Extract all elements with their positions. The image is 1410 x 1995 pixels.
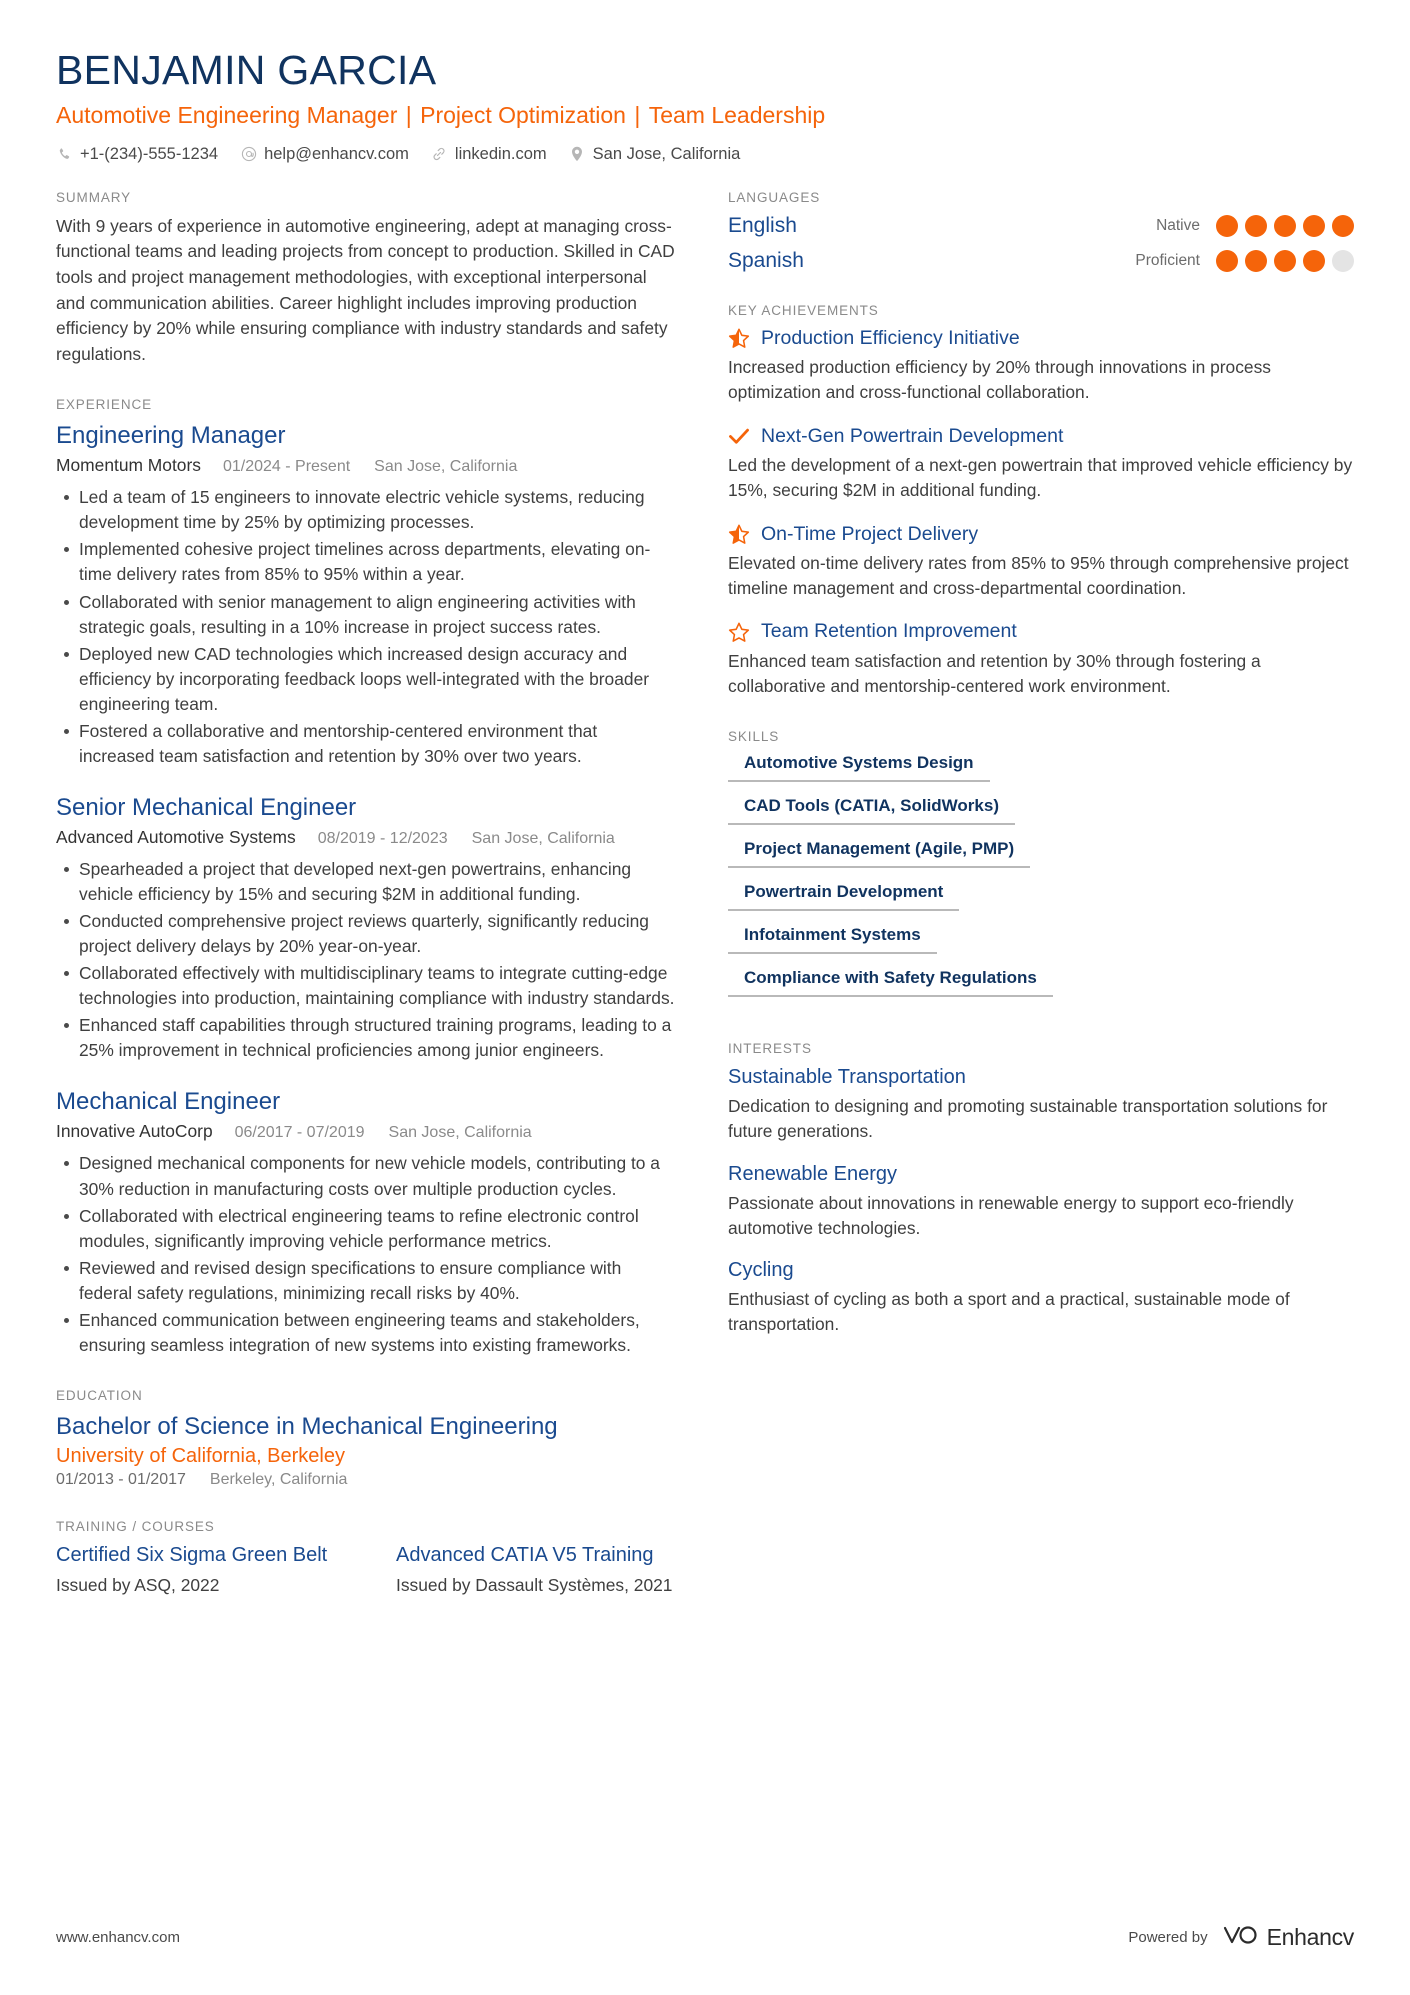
location-pin-icon bbox=[569, 146, 586, 163]
languages-section bbox=[728, 190, 1354, 273]
training-subtitle: Issued by Dassault Systèmes, 2021 bbox=[396, 1574, 673, 1595]
experience-bullet: Fostered a collaborative and mentorship-centered environment that increased team satisfaction and retention by 30% over two years. bbox=[56, 719, 676, 769]
language-level-dot bbox=[1332, 215, 1354, 237]
powered-by-label: Powered by bbox=[1128, 1929, 1208, 1946]
achievements-list bbox=[728, 327, 1354, 699]
skills-section bbox=[728, 729, 1354, 1011]
experience-list bbox=[56, 421, 676, 1358]
interests-section bbox=[728, 1041, 1354, 1337]
achievement-description: Enhanced team satisfaction and retention by 30% through fostering a collaborative and mentorship-centered work environment. bbox=[728, 650, 1261, 696]
skill-row bbox=[728, 753, 1354, 796]
achievement-head bbox=[728, 425, 1354, 448]
experience-section-label: EXPERIENCE bbox=[56, 397, 153, 413]
skill-tag: CAD Tools (CATIA, SolidWorks) bbox=[728, 796, 1015, 825]
footer-brand-area bbox=[1128, 1924, 1354, 1951]
interest-description: Dedication to designing and promoting sustainable transportation solutions for future generations. bbox=[728, 1096, 1328, 1142]
language-level-dot bbox=[1245, 250, 1267, 272]
contact-item-3[interactable] bbox=[569, 145, 741, 164]
experience-bullet: Designed mechanical components for new vehicle models, contributing to a 30% reduction in manufacturing costs over multiple production cycles. bbox=[56, 1151, 676, 1201]
enhancv-logo bbox=[1222, 1924, 1354, 1951]
enhancv-wordmark: Enhancv bbox=[1266, 1924, 1354, 1950]
skills-list bbox=[728, 753, 1354, 1011]
education-section bbox=[56, 1388, 676, 1489]
training-entry bbox=[396, 1543, 676, 1598]
job-title: Senior Mechanical Engineer bbox=[56, 793, 357, 821]
experience-bullet: Reviewed and revised design specifications to ensure compliance with federal safety regulations, minimizing recall risks by 40%. bbox=[56, 1256, 676, 1306]
skill-row bbox=[728, 968, 1354, 1011]
language-name: English bbox=[728, 213, 797, 237]
job-meta bbox=[56, 827, 676, 848]
left-column bbox=[56, 190, 676, 1628]
achievement-title: On-Time Project Delivery bbox=[761, 522, 979, 545]
training-list bbox=[56, 1543, 676, 1598]
contact-value: San Jose, California bbox=[592, 144, 741, 163]
training-title: Advanced CATIA V5 Training bbox=[396, 1543, 654, 1566]
contact-value: linkedin.com bbox=[454, 144, 547, 163]
language-level-dot bbox=[1274, 250, 1296, 272]
education-section-label: EDUCATION bbox=[56, 1387, 143, 1403]
experience-bullet: Conducted comprehensive project reviews quarterly, significantly reducing project delivery delays by 20% year-on-year. bbox=[56, 909, 676, 959]
resume-header bbox=[56, 48, 1354, 164]
training-subtitle: Issued by ASQ, 2022 bbox=[56, 1574, 220, 1595]
education-school: University of California, Berkeley bbox=[56, 1444, 345, 1467]
experience-bullet: Collaborated with electrical engineering teams to refine electronic control modules, significantly improving vehicle performance metrics. bbox=[56, 1204, 676, 1254]
experience-entry bbox=[56, 421, 676, 769]
job-title: Mechanical Engineer bbox=[56, 1088, 281, 1116]
interests-section-label: INTERESTS bbox=[728, 1041, 812, 1057]
link-icon bbox=[431, 146, 448, 163]
experience-entry bbox=[56, 1087, 676, 1358]
achievement-title: Team Retention Improvement bbox=[761, 620, 1017, 643]
interest-title: Sustainable Transportation bbox=[728, 1066, 966, 1089]
achievements-section bbox=[728, 303, 1354, 699]
job-dates: 08/2019 - 12/2023 bbox=[317, 829, 448, 847]
job-meta bbox=[56, 455, 676, 476]
enhancv-mark-icon bbox=[1222, 1924, 1258, 1951]
email-icon bbox=[240, 146, 257, 163]
training-section-label: TRAINING / COURSES bbox=[56, 1518, 215, 1534]
training-title: Certified Six Sigma Green Belt bbox=[56, 1543, 328, 1566]
achievement-entry bbox=[728, 425, 1354, 504]
interest-entry bbox=[728, 1258, 1354, 1337]
interest-title: Renewable Energy bbox=[728, 1162, 897, 1185]
headline-separator: | bbox=[627, 101, 647, 128]
achievement-head bbox=[728, 327, 1354, 350]
achievement-entry bbox=[728, 620, 1354, 699]
interests-list bbox=[728, 1065, 1354, 1337]
job-location: San Jose, California bbox=[374, 458, 518, 476]
language-level-dot bbox=[1332, 250, 1354, 272]
achievement-entry bbox=[728, 523, 1354, 602]
skill-tag: Infotainment Systems bbox=[728, 925, 937, 954]
content-columns bbox=[56, 190, 1354, 1628]
experience-bullet: Deployed new CAD technologies which increased design accuracy and efficiency by incorporating feedback loops well-integrated with the broader engineering team. bbox=[56, 642, 676, 717]
achievements-section-label: KEY ACHIEVEMENTS bbox=[728, 302, 879, 318]
experience-bullet: Enhanced staff capabilities through structured training programs, leading to a 25% improvement in technical proficiencies among junior engineers. bbox=[56, 1013, 676, 1063]
experience-bullet: Led a team of 15 engineers to innovate electric vehicle systems, reducing development time by 25% by optimizing processes. bbox=[56, 485, 676, 535]
language-level-dot bbox=[1274, 215, 1296, 237]
skill-row bbox=[728, 839, 1354, 882]
language-row bbox=[728, 214, 1354, 238]
contact-item-0[interactable] bbox=[56, 145, 218, 164]
achievement-description: Elevated on-time delivery rates from 85% to 95% through comprehensive project timeline management and cross-departmental coordination. bbox=[728, 552, 1349, 599]
experience-bullet: Collaborated effectively with multidisciplinary teams to integrate cutting-edge technologies into production, maintaining compliance with industry standards. bbox=[56, 961, 676, 1011]
achievement-title: Next-Gen Powertrain Development bbox=[761, 424, 1064, 447]
skill-row bbox=[728, 882, 1354, 925]
language-level-label: Native bbox=[1156, 216, 1200, 234]
job-meta bbox=[56, 1121, 676, 1142]
star-half-icon bbox=[728, 327, 750, 349]
languages-section-label: LANGUAGES bbox=[728, 189, 821, 205]
skill-row bbox=[728, 925, 1354, 968]
achievement-entry bbox=[728, 327, 1354, 406]
headline-part-2: Team Leadership bbox=[648, 101, 826, 128]
experience-bullet: Spearheaded a project that developed next-gen powertrains, enhancing vehicle efficiency by 15% and securing $2M in additional funding. bbox=[56, 857, 676, 907]
summary-section-label: SUMMARY bbox=[56, 189, 132, 205]
achievement-title: Production Efficiency Initiative bbox=[761, 326, 1020, 349]
job-title: Engineering Manager bbox=[56, 422, 286, 450]
interest-entry bbox=[728, 1162, 1354, 1241]
summary-text: With 9 years of experience in automotive engineering, adept at managing cross-functional teams and leading projects from concept to production. Skilled in CAD tools and project management methodologies, with exceptional interpersonal and communication abilities. Career highlight includes improving production efficiency by 20% while ensuring compliance with industry standards and safety regulations. bbox=[56, 215, 675, 364]
skill-tag: Project Management (Agile, PMP) bbox=[728, 839, 1030, 868]
job-location: San Jose, California bbox=[388, 1124, 532, 1142]
skill-tag: Automotive Systems Design bbox=[728, 753, 990, 782]
experience-bullet: Collaborated with senior management to align engineering activities with strategic goals, resulting in a 10% increase in project success rates. bbox=[56, 590, 676, 640]
achievement-description: Led the development of a next-gen powertrain that improved vehicle efficiency by 15%, securing $2M in additional funding. bbox=[728, 455, 1353, 501]
contact-item-1[interactable] bbox=[240, 145, 409, 164]
training-entry bbox=[56, 1543, 336, 1598]
experience-section bbox=[56, 397, 676, 1358]
summary-section bbox=[56, 190, 676, 367]
skill-row bbox=[728, 796, 1354, 839]
candidate-name: BENJAMIN GARCIA bbox=[56, 47, 437, 93]
footer-website-link[interactable]: www.enhancv.com bbox=[56, 1929, 180, 1946]
education-degree: Bachelor of Science in Mechanical Engineering bbox=[56, 1412, 558, 1440]
experience-entry bbox=[56, 793, 676, 1064]
interest-description: Enthusiast of cycling as both a sport and a practical, sustainable mode of transportation. bbox=[728, 1289, 1290, 1335]
education-location: Berkeley, California bbox=[209, 1470, 348, 1488]
contact-value: help@enhancv.com bbox=[264, 144, 409, 163]
skills-section-label: SKILLS bbox=[728, 729, 780, 745]
experience-bullet: Enhanced communication between engineering teams and stakeholders, ensuring seamless integration of new systems into existing frameworks. bbox=[56, 1308, 676, 1358]
job-dates: 01/2024 - Present bbox=[222, 458, 351, 476]
job-company: Momentum Motors bbox=[56, 455, 201, 476]
language-level-label: Proficient bbox=[1135, 251, 1200, 269]
phone-icon bbox=[56, 146, 73, 163]
job-company: Innovative AutoCorp bbox=[56, 1121, 213, 1142]
page-footer bbox=[56, 1924, 1354, 1951]
language-name: Spanish bbox=[728, 248, 804, 272]
right-column bbox=[728, 190, 1354, 1368]
interest-entry bbox=[728, 1065, 1354, 1144]
check-icon bbox=[728, 425, 750, 447]
language-level-dots bbox=[1216, 215, 1354, 237]
languages-list bbox=[728, 214, 1354, 273]
language-level-dot bbox=[1303, 215, 1325, 237]
candidate-headline bbox=[56, 101, 1354, 131]
training-section bbox=[56, 1519, 676, 1598]
achievement-description: Increased production efficiency by 20% through innovations in process optimization and cross-functional collaboration. bbox=[728, 357, 1271, 403]
skill-tag: Compliance with Safety Regulations bbox=[728, 968, 1053, 997]
language-level-dot bbox=[1216, 250, 1238, 272]
headline-part-1: Project Optimization bbox=[420, 101, 626, 128]
education-list bbox=[56, 1412, 676, 1489]
job-location: San Jose, California bbox=[471, 829, 615, 847]
interest-description: Passionate about innovations in renewable energy to support eco-friendly automotive technologies. bbox=[728, 1192, 1294, 1238]
experience-bullet: Implemented cohesive project timelines across departments, elevating on-time delivery rates from 85% to 95% within a year. bbox=[56, 537, 676, 587]
education-entry bbox=[56, 1412, 676, 1489]
job-dates: 06/2017 - 07/2019 bbox=[234, 1124, 365, 1142]
headline-separator: | bbox=[399, 101, 419, 128]
job-bullets bbox=[56, 485, 676, 769]
job-bullets bbox=[56, 857, 676, 1064]
star-outline-icon bbox=[728, 621, 750, 643]
language-level-dot bbox=[1216, 215, 1238, 237]
achievement-head bbox=[728, 523, 1354, 546]
education-meta bbox=[56, 1471, 676, 1489]
contact-item-2[interactable] bbox=[431, 145, 547, 164]
headline-part-0: Automotive Engineering Manager bbox=[56, 101, 398, 128]
language-level-dots bbox=[1216, 250, 1354, 272]
job-company: Advanced Automotive Systems bbox=[56, 826, 296, 847]
language-row bbox=[728, 249, 1354, 273]
star-half-icon bbox=[728, 523, 750, 545]
language-level-dot bbox=[1245, 215, 1267, 237]
language-level-dot bbox=[1303, 250, 1325, 272]
interest-title: Cycling bbox=[728, 1259, 794, 1282]
achievement-head bbox=[728, 620, 1354, 643]
job-bullets bbox=[56, 1151, 676, 1358]
contact-row bbox=[56, 145, 1354, 164]
contact-value: +1-(234)-555-1234 bbox=[80, 144, 219, 163]
education-dates: 01/2013 - 01/2017 bbox=[56, 1470, 186, 1488]
skill-tag: Powertrain Development bbox=[728, 882, 959, 911]
